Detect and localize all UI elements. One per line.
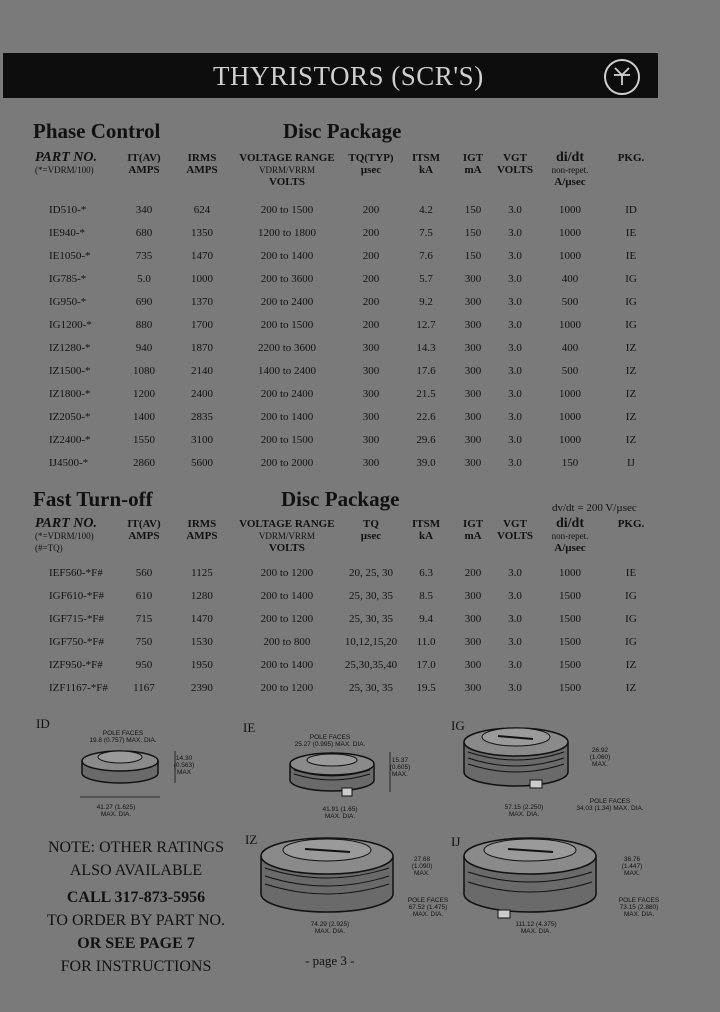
- ie-height-text: 15.37 (0.605) MAX.: [389, 757, 411, 778]
- phase-table-cell: 2835: [191, 410, 213, 423]
- fast-table-cell: 8.5: [419, 589, 433, 602]
- pkg-label-iz: IZ: [245, 832, 258, 847]
- phase-table-row: [33, 405, 659, 428]
- fast-table-cell: 1500: [558, 612, 581, 625]
- id-height-text: 14.30 (0.563) MAX: [173, 755, 195, 776]
- note-phone: CALL 317-873-5956: [66, 889, 206, 906]
- phase-table-cell: IG: [625, 272, 637, 285]
- id-pole-text: POLE FACES 19.8 (0.757) MAX. DIA.: [89, 730, 157, 744]
- fast-table-cell: 610: [135, 589, 153, 602]
- fast-table-cell: 1000: [558, 566, 581, 579]
- fast-table-row: [33, 607, 659, 630]
- banner-title: THYRISTORS (SCR'S): [213, 61, 484, 91]
- phase-table-cell: 17.6: [416, 364, 436, 377]
- fast-table-cell: 300: [464, 635, 482, 648]
- fast-table-cell: 20, 25, 30: [348, 566, 393, 579]
- phase-table-cell: 300: [464, 364, 482, 377]
- phase-table-cell: IJ4500-*: [49, 456, 89, 469]
- header-vgt: VGT VOLTS: [496, 152, 534, 176]
- pkg-label-ig: IG: [451, 718, 465, 733]
- phase-table-cell: 3.0: [508, 249, 522, 262]
- fast-table-cell: 3.0: [508, 589, 522, 602]
- fast-table-cell: 200 to 1200: [260, 612, 314, 625]
- phase-table-cell: IZ1500-*: [49, 364, 91, 377]
- phase-table-cell: 3.0: [508, 341, 522, 354]
- fast-table-cell: 300: [464, 589, 482, 602]
- phase-table-cell: 300: [464, 433, 482, 446]
- phase-table-cell: 3.0: [508, 433, 522, 446]
- phase-table-cell: IJ: [627, 456, 635, 469]
- phase-table-cell: 200 to 2400: [260, 387, 314, 400]
- fast-table-cell: 200 to 1200: [260, 681, 314, 694]
- phase-table-cell: 1200: [133, 387, 155, 400]
- fast-table-row: [33, 653, 659, 676]
- phase-table-cell: 300: [464, 341, 482, 354]
- phase-control-table: [33, 152, 659, 474]
- ig-dia-text: 57.15 (2.250) MAX. DIA.: [504, 804, 544, 818]
- fast-table-cell: 200 to 1200: [260, 566, 314, 579]
- phase-table-cell: 690: [135, 295, 153, 308]
- fast-table-cell: 1280: [190, 589, 213, 602]
- phase-table-cell: IG950-*: [49, 295, 87, 308]
- phase-table-row: [33, 267, 659, 290]
- fast-table-cell: 200: [464, 566, 482, 579]
- phase-table-cell: 150: [464, 249, 482, 262]
- dvdt-note: dv/dt = 200 V/µsec: [552, 502, 637, 514]
- thyristor-logo-icon: [604, 59, 640, 95]
- fast-table-cell: 1470: [190, 612, 213, 625]
- phase-table-cell: 200 to 3600: [260, 272, 314, 285]
- fast-table-cell: 560: [135, 566, 153, 579]
- header-itsm: ITSM kA: [411, 152, 441, 176]
- fast-table-cell: IZF950-*F#: [49, 658, 103, 671]
- header-igt-2: IGT mA: [462, 518, 484, 542]
- phase-table-cell: 200: [362, 295, 380, 308]
- phase-table-cell: 1000: [191, 272, 213, 285]
- phase-table-row: [33, 290, 659, 313]
- phase-table-cell: ID: [625, 203, 637, 216]
- phase-table-cell: 1370: [191, 295, 213, 308]
- id-package-drawing: [75, 745, 180, 805]
- fast-table-cell: 1500: [558, 635, 581, 648]
- header-part-2: PART NO. (*=VDRM/100) (#=TQ): [35, 516, 97, 553]
- fast-table-cell: 11.0: [416, 635, 436, 648]
- header-igt: IGT mA: [462, 152, 484, 176]
- phase-table-cell: 5.7: [419, 272, 433, 285]
- fast-table-cell: 17.0: [416, 658, 436, 671]
- fast-table-cell: 25, 30, 35: [348, 681, 393, 694]
- phase-table-cell: 150: [464, 203, 482, 216]
- ij-package-drawing: [458, 832, 608, 922]
- phase-table-cell: 500: [561, 364, 579, 377]
- phase-table-cell: 200 to 2400: [260, 295, 314, 308]
- phase-table-cell: 200 to 1500: [260, 203, 314, 216]
- ie-dia-text: 41.91 (1.65) MAX. DIA.: [322, 806, 358, 820]
- phase-table-row: [33, 313, 659, 336]
- fast-table-cell: 3.0: [508, 566, 522, 579]
- phase-table-cell: 1350: [191, 226, 213, 239]
- fast-table-cell: IG: [625, 635, 637, 648]
- fast-turnoff-title: Fast Turn-off: [33, 487, 153, 511]
- fast-table-cell: 9.4: [419, 612, 433, 625]
- phase-table-cell: IZ: [625, 387, 637, 400]
- phase-table-cell: 4.2: [419, 203, 433, 216]
- pkg-label-ie: IE: [243, 720, 256, 735]
- fast-table-cell: 1500: [558, 589, 581, 602]
- phase-table-cell: 400: [561, 341, 579, 354]
- phase-table-cell: 300: [362, 341, 380, 354]
- phase-table-cell: 680: [135, 226, 153, 239]
- phase-table-cell: 200: [362, 272, 380, 285]
- phase-table-cell: IZ2400-*: [49, 433, 91, 446]
- disc-package-title-1: Disc Package: [283, 119, 402, 143]
- phase-table-cell: 2860: [133, 456, 155, 469]
- header-it: IT(AV) AMPS: [127, 152, 161, 176]
- fast-table-cell: 3.0: [508, 681, 522, 694]
- phase-table-cell: 1080: [133, 364, 155, 377]
- phase-table-row: [33, 428, 659, 451]
- fast-table-cell: IG: [625, 589, 637, 602]
- header-it-2: IT(AV) AMPS: [127, 518, 161, 542]
- fast-table-cell: 3.0: [508, 612, 522, 625]
- header-tq-2: TQ µsec: [360, 518, 382, 542]
- disc-package-title-2: Disc Package: [281, 487, 400, 511]
- phase-table-cell: 940: [135, 341, 153, 354]
- fast-table-cell: 1500: [558, 681, 581, 694]
- phase-table-cell: IE: [625, 249, 637, 262]
- phase-table-cell: 21.5: [416, 387, 436, 400]
- phase-table-cell: 1200 to 1800: [257, 226, 317, 239]
- phase-table-cell: 735: [135, 249, 153, 262]
- header-irms: IRMS AMPS: [186, 152, 218, 176]
- phase-table-cell: 3.0: [508, 203, 522, 216]
- phase-table-cell: 3.0: [508, 410, 522, 423]
- fast-table-cell: 3.0: [508, 658, 522, 671]
- header-tq: TQ(TYP) µsec: [348, 152, 394, 176]
- fast-table-cell: 3.0: [508, 635, 522, 648]
- header-vgt-2: VGT VOLTS: [496, 518, 534, 542]
- ordering-note: [36, 836, 236, 978]
- pkg-label-ij: IJ: [451, 834, 461, 849]
- note-line-4: TO ORDER BY PART NO.: [46, 912, 226, 929]
- note-line-1: NOTE: OTHER RATINGS: [48, 839, 224, 856]
- ij-pole-text: POLE FACES 73.15 (2.880) MAX. DIA.: [618, 897, 660, 918]
- phase-table-cell: 5600: [191, 456, 213, 469]
- fast-table-row: [33, 676, 659, 699]
- fast-table-cell: 25, 30, 35: [348, 612, 393, 625]
- fast-table-cell: IG: [625, 612, 637, 625]
- fast-table-cell: 200 to 1400: [260, 589, 314, 602]
- phase-table-cell: 200 to 2000: [260, 456, 314, 469]
- phase-table-cell: 200: [362, 249, 380, 262]
- fast-table-cell: 25, 30, 35: [348, 589, 393, 602]
- fast-table-cell: IE: [625, 566, 637, 579]
- phase-table-cell: 3.0: [508, 456, 522, 469]
- fast-table-cell: IZ: [625, 681, 637, 694]
- ig-height-text: 26.92 (1.060) MAX.: [589, 747, 611, 768]
- phase-table-cell: ID510-*: [49, 203, 87, 216]
- phase-table-cell: 3.0: [508, 226, 522, 239]
- iz-package-drawing: [255, 832, 405, 922]
- phase-table-cell: 3.0: [508, 272, 522, 285]
- phase-table-cell: 1000: [559, 410, 581, 423]
- phase-table-cell: 1000: [559, 203, 581, 216]
- phase-table-cell: 3.0: [508, 295, 522, 308]
- header-pkg-2: PKG.: [617, 518, 645, 530]
- ie-package-drawing: [282, 748, 402, 808]
- fast-table-cell: 950: [135, 658, 153, 671]
- phase-table-cell: 300: [464, 318, 482, 331]
- phase-table-cell: 3.0: [508, 318, 522, 331]
- phase-table-cell: 2400: [191, 387, 213, 400]
- phase-table-cell: IZ: [625, 410, 637, 423]
- phase-table-cell: 2200 to 3600: [257, 341, 317, 354]
- phase-table-cell: IG: [625, 318, 637, 331]
- phase-table-cell: IZ: [625, 364, 637, 377]
- phase-table-cell: 200: [362, 203, 380, 216]
- phase-table-cell: IG785-*: [49, 272, 87, 285]
- phase-table-cell: 3100: [191, 433, 213, 446]
- fast-table-cell: IGF750-*F#: [49, 635, 105, 648]
- ig-package-drawing: [458, 722, 588, 797]
- header-voltage-2: VOLTAGE RANGE VDRM/VRRM VOLTS: [239, 518, 335, 554]
- phase-table-cell: 22.6: [416, 410, 436, 423]
- fast-table-cell: 715: [135, 612, 153, 625]
- phase-table-cell: IZ1280-*: [49, 341, 91, 354]
- phase-table-cell: 200 to 1400: [260, 249, 314, 262]
- phase-table-cell: 12.7: [416, 318, 436, 331]
- phase-table-cell: 150: [561, 456, 579, 469]
- phase-table-row: [33, 382, 659, 405]
- phase-table-row: [33, 198, 659, 221]
- fast-table-cell: IZ: [625, 658, 637, 671]
- header-irms-2: IRMS AMPS: [186, 518, 218, 542]
- id-dia-text: 41.27 (1.625) MAX. DIA.: [96, 804, 136, 818]
- fast-table-cell: 6.3: [419, 566, 433, 579]
- phase-table-cell: 300: [464, 387, 482, 400]
- phase-table-cell: IG: [625, 295, 637, 308]
- phase-table-cell: 1550: [133, 433, 155, 446]
- ig-pole-text: POLE FACES 34.03 (1.34) MAX. DIA.: [576, 798, 644, 812]
- phase-table-cell: 200: [362, 318, 380, 331]
- phase-table-cell: 300: [362, 387, 380, 400]
- fast-table-row: [33, 630, 659, 653]
- iz-pole-text: POLE FACES 67.52 (1.475) MAX. DIA.: [407, 897, 449, 918]
- phase-table-cell: IG1200-*: [49, 318, 92, 331]
- note-line-5: OR SEE PAGE 7: [77, 935, 195, 952]
- phase-table-cell: 2140: [191, 364, 213, 377]
- phase-table-cell: 39.0: [416, 456, 436, 469]
- page-number: - page 3 -: [305, 953, 355, 968]
- fast-table-cell: 1950: [190, 658, 213, 671]
- phase-table-cell: 3.0: [508, 387, 522, 400]
- title-banner: [3, 53, 658, 98]
- fast-table-cell: IEF560-*F#: [49, 566, 103, 579]
- header-didt: di/dt non-repet. A/µsec: [551, 150, 589, 188]
- phase-table-cell: 1870: [191, 341, 213, 354]
- phase-table-row: [33, 244, 659, 267]
- phase-table-cell: 300: [464, 295, 482, 308]
- phase-table-cell: IE1050-*: [49, 249, 91, 262]
- note-line-6: FOR INSTRUCTIONS: [60, 958, 212, 975]
- phase-table-cell: 9.2: [419, 295, 433, 308]
- ie-pole-text: POLE FACES 25.27 (0.995) MAX. DIA.: [294, 734, 366, 748]
- fast-table-cell: 200 to 800: [263, 635, 311, 648]
- fast-table-cell: 2390: [190, 681, 213, 694]
- phase-table-cell: IE940-*: [49, 226, 86, 239]
- phase-table-cell: 3.0: [508, 364, 522, 377]
- note-line-2: ALSO AVAILABLE: [69, 862, 203, 879]
- phase-table-cell: 200: [362, 226, 380, 239]
- phase-table-cell: 1000: [559, 226, 581, 239]
- phase-table-cell: 1470: [191, 249, 213, 262]
- phase-table-cell: IZ1800-*: [49, 387, 91, 400]
- fast-table-row: [33, 561, 659, 584]
- phase-table-cell: 1000: [559, 318, 581, 331]
- phase-table-cell: 400: [561, 272, 579, 285]
- iz-height-text: 27.68 (1.090) MAX.: [411, 856, 433, 877]
- phase-table-cell: 300: [362, 364, 380, 377]
- phase-table-cell: 1000: [559, 387, 581, 400]
- phase-table-cell: 150: [464, 226, 482, 239]
- fast-table-cell: 300: [464, 612, 482, 625]
- phase-table-cell: 1000: [559, 433, 581, 446]
- phase-table-cell: 340: [135, 203, 153, 216]
- phase-table-cell: 300: [464, 410, 482, 423]
- phase-control-title: Phase Control: [33, 119, 161, 143]
- header-itsm-2: ITSM kA: [412, 518, 441, 542]
- phase-table-cell: 300: [362, 456, 380, 469]
- fast-table-cell: 750: [135, 635, 153, 648]
- fast-table-cell: 1530: [190, 635, 213, 648]
- phase-table-cell: 200 to 1400: [260, 410, 314, 423]
- phase-table-cell: 1400 to 2400: [257, 364, 317, 377]
- phase-table-cell: 300: [362, 433, 380, 446]
- fast-table-cell: 10,12,15,20: [344, 635, 398, 648]
- phase-table-row: [33, 221, 659, 244]
- fast-turnoff-table: [33, 518, 659, 699]
- phase-table-cell: 7.6: [419, 249, 433, 262]
- fast-table-cell: 300: [464, 681, 482, 694]
- phase-table-cell: 7.5: [419, 226, 433, 239]
- phase-table-cell: 1000: [559, 249, 581, 262]
- phase-table-cell: 14.3: [416, 341, 436, 354]
- phase-table-cell: IE: [625, 226, 637, 239]
- header-part: PART NO. (*=VDRM/100): [35, 150, 97, 175]
- header-didt-2: di/dt non-repet. A/µsec: [551, 516, 589, 554]
- fast-table-cell: 1167: [133, 681, 155, 694]
- phase-table-cell: 29.6: [416, 433, 436, 446]
- fast-table-cell: 1125: [191, 566, 213, 579]
- phase-table-cell: 200 to 1500: [260, 433, 314, 446]
- phase-table-cell: 300: [464, 272, 482, 285]
- header-pkg: PKG.: [617, 152, 645, 164]
- phase-table-row: [33, 451, 659, 474]
- iz-dia-text: 74.29 (2.925) MAX. DIA.: [310, 921, 350, 935]
- fast-table-cell: 1500: [558, 658, 581, 671]
- phase-table-cell: IZ: [625, 433, 637, 446]
- fast-table-cell: 25,30,35,40: [344, 658, 398, 671]
- fast-table-cell: 200 to 1400: [260, 658, 314, 671]
- header-voltage: VOLTAGE RANGE VDRM/VRRM VOLTS: [239, 152, 335, 188]
- phase-table-cell: 300: [464, 456, 482, 469]
- phase-table-cell: 500: [561, 295, 579, 308]
- phase-table-cell: 300: [362, 410, 380, 423]
- ij-height-text: 36.76 (1.447) MAX.: [621, 856, 643, 877]
- ij-dia-text: 111.12 (4.375) MAX. DIA.: [515, 921, 557, 935]
- phase-table-cell: 1700: [191, 318, 213, 331]
- phase-table-cell: IZ: [625, 341, 637, 354]
- fast-table-cell: IZF1167-*F#: [49, 681, 108, 694]
- phase-table-cell: 624: [193, 203, 211, 216]
- phase-table-cell: 1400: [133, 410, 155, 423]
- pkg-label-id: ID: [36, 716, 50, 731]
- fast-table-cell: 19.5: [416, 681, 436, 694]
- fast-table-cell: IGF715-*F#: [49, 612, 105, 625]
- phase-table-cell: 5.0: [137, 272, 151, 285]
- fast-table-row: [33, 584, 659, 607]
- fast-table-cell: 300: [464, 658, 482, 671]
- phase-table-cell: IZ2050-*: [49, 410, 91, 423]
- fast-table-cell: IGF610-*F#: [49, 589, 105, 602]
- phase-table-cell: 200 to 1500: [260, 318, 314, 331]
- phase-table-row: [33, 359, 659, 382]
- phase-table-row: [33, 336, 659, 359]
- phase-table-cell: 880: [135, 318, 153, 331]
